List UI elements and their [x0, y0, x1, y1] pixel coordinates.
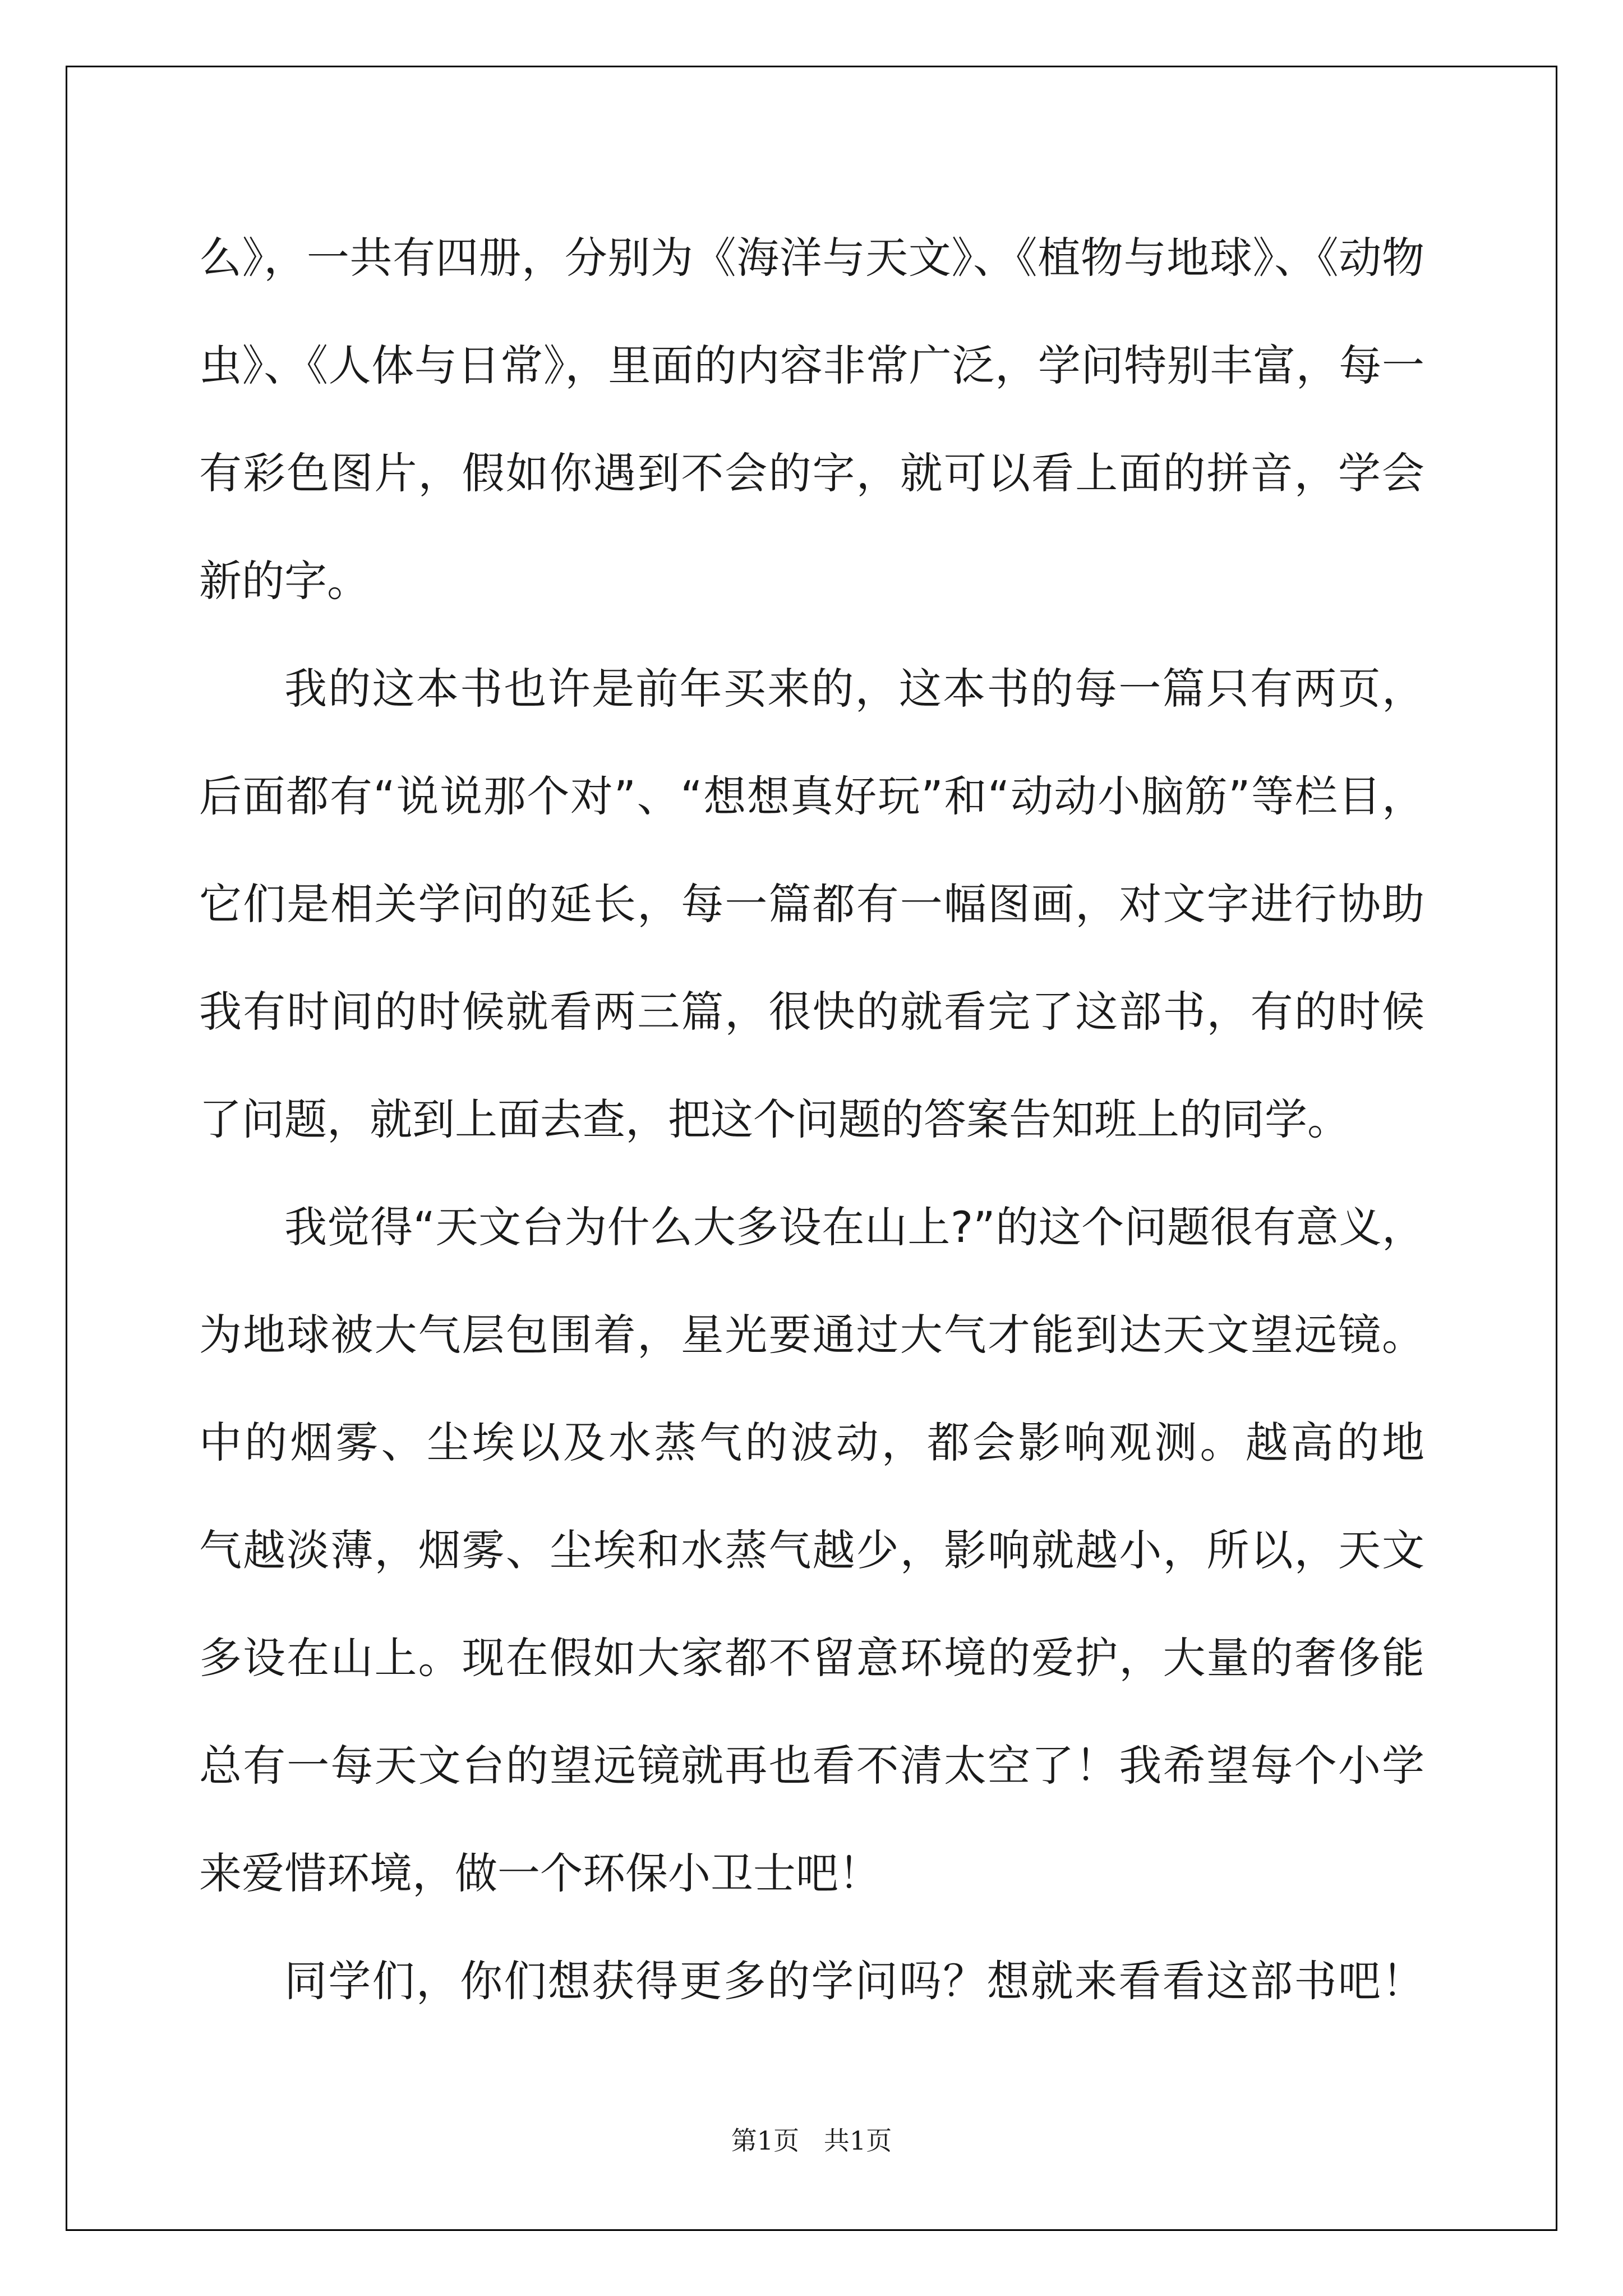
text-line: 新的字。	[199, 556, 370, 606]
text-line: 我的这本书也许是前年买来的，这本书的每一篇只有两页，	[284, 664, 1424, 714]
text-line: 后面都有“说说那个对”、“想想真好玩”和“动动小脑筋”等栏目，	[199, 771, 1424, 821]
text-line: 多设在山上。现在假如大家都不留意环境的爱护，大量的奢侈能	[199, 1633, 1424, 1683]
text-line: 为地球被大气层包围着，星光要通过大气才能到达天文望远镜。	[199, 1310, 1424, 1360]
text-line: 我觉得“天文台为什么大多设在山上?”的这个问题很有意义，	[284, 1202, 1424, 1252]
text-line: 总有一每天文台的望远镜就再也看不清太空了！我希望每个小学	[199, 1741, 1424, 1791]
text-line: 有彩色图片，假如你遇到不会的字，就可以看上面的拼音，学会	[199, 448, 1424, 498]
text-line: 么》，一共有四册，分别为《海洋与天文》、《植物与地球》、《动物	[199, 233, 1424, 283]
text-line: 虫》、《人体与日常》，里面的内容非常广泛，学问特别丰富，每一	[199, 341, 1424, 390]
page-footer: 第1页 共1页	[731, 2125, 892, 2156]
text-line: 我有时间的时候就看两三篇，很快的就看完了这部书，有的时候	[199, 987, 1424, 1037]
text-line: 气越淡薄，烟雾、尘埃和水蒸气越少，影响就越小，所以，天文	[199, 1525, 1424, 1575]
text-line: 同学们，你们想获得更多的学问吗？想就来看看这部书吧！	[284, 1956, 1424, 2006]
text-line: 了问题，就到上面去查，把这个问题的答案告知班上的同学。	[199, 1094, 1350, 1144]
document-body	[199, 204, 1424, 2035]
text-line: 中的烟雾、尘埃以及水蒸气的波动，都会影响观测。越高的地	[199, 1418, 1424, 1467]
text-line: 来爱惜环境，做一个环保小卫士吧！	[199, 1848, 881, 1898]
text-line: 它们是相关学问的延长，每一篇都有一幅图画，对文字进行协助	[199, 879, 1424, 929]
